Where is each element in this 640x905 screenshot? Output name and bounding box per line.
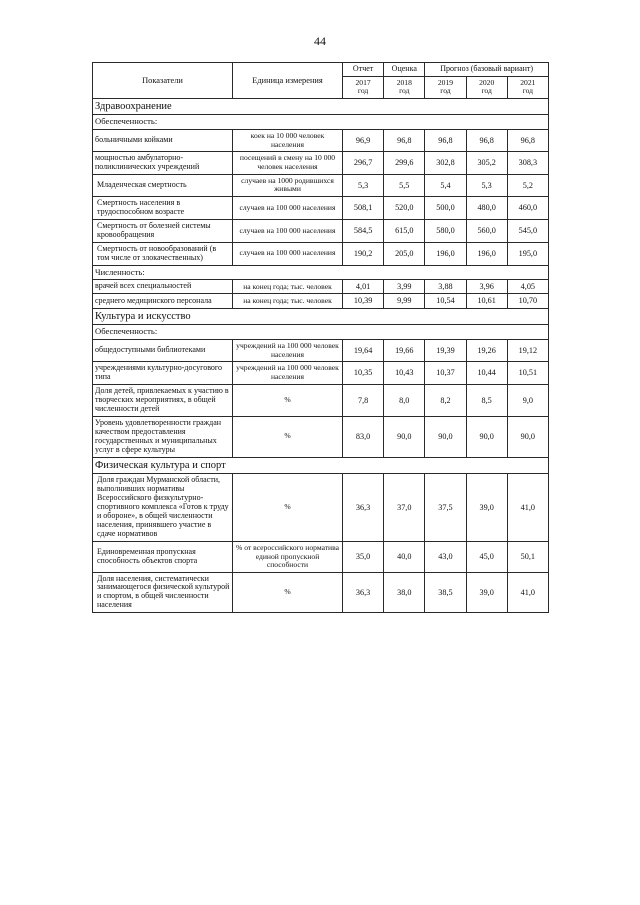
row-value: 3,88 (425, 280, 466, 294)
row-indicator: Единовременная пропускная способность объектов спорта (93, 542, 233, 573)
row-indicator: общедоступными библиотеками (93, 340, 233, 362)
subsection-header-row (93, 325, 549, 340)
row-value: 96,8 (384, 130, 425, 152)
row-value: 90,0 (425, 416, 466, 457)
row-value: 19,12 (507, 340, 548, 362)
row-indicator: больничными койками (93, 130, 233, 152)
header-forecast: Прогноз (базовый вариант) (425, 63, 549, 77)
row-value: 37,5 (425, 474, 466, 542)
row-value: 520,0 (384, 196, 425, 219)
row-unit: % (233, 384, 343, 416)
row-value: 10,35 (343, 362, 384, 385)
row-indicator: Смертность населения в трудоспособном возрасте (93, 196, 233, 219)
row-value: 5,2 (507, 174, 548, 196)
table-row (93, 474, 549, 542)
row-unit: случаев на 100 000 населения (233, 196, 343, 219)
header-year-2018 (384, 76, 425, 98)
row-value: 305,2 (466, 152, 507, 175)
header-estimate: Оценка (384, 63, 425, 77)
row-value: 296,7 (343, 152, 384, 175)
section-title: Физическая культура и спорт (93, 457, 549, 474)
header-year-2021 (507, 76, 548, 98)
row-value: 41,0 (507, 572, 548, 613)
row-value: 190,2 (343, 242, 384, 265)
row-value: 96,9 (343, 130, 384, 152)
row-value: 43,0 (425, 542, 466, 573)
row-value: 5,3 (343, 174, 384, 196)
row-value: 10,61 (466, 294, 507, 308)
row-value: 8,0 (384, 384, 425, 416)
row-value: 5,4 (425, 174, 466, 196)
header-report: Отчет (343, 63, 384, 77)
row-indicator: учреждениями культурно-досугового типа (93, 362, 233, 385)
row-value: 37,0 (384, 474, 425, 542)
row-value: 5,3 (466, 174, 507, 196)
row-value: 580,0 (425, 219, 466, 242)
row-value: 19,66 (384, 340, 425, 362)
row-value: 40,0 (384, 542, 425, 573)
row-value: 8,5 (466, 384, 507, 416)
section-title: Культура и искусство (93, 308, 549, 325)
table-row (93, 572, 549, 613)
table-row (93, 152, 549, 175)
row-indicator: среднего медицинского персонала (93, 294, 233, 308)
row-value: 35,0 (343, 542, 384, 573)
row-unit: учреждений на 100 000 человек населения (233, 340, 343, 362)
subsection-title: Обеспеченность: (93, 325, 549, 340)
row-value: 3,99 (384, 280, 425, 294)
row-unit: % от всероссийского норматива единой пропускной способности (233, 542, 343, 573)
year-suffix: год (399, 86, 410, 96)
row-value: 10,51 (507, 362, 548, 385)
row-value: 10,43 (384, 362, 425, 385)
header-unit: Единица измерения (233, 63, 343, 99)
row-value: 302,8 (425, 152, 466, 175)
table-row (93, 362, 549, 385)
row-value: 39,0 (466, 474, 507, 542)
row-indicator: Уровень удовлетворенности граждан качеством предоставления государственных и муниципальных услуг в сфере культуры (93, 416, 233, 457)
row-value: 5,5 (384, 174, 425, 196)
row-value: 205,0 (384, 242, 425, 265)
row-unit: учреждений на 100 000 человек населения (233, 362, 343, 385)
header-indicator: Показатели (93, 63, 233, 99)
row-unit: случаев на 100 000 населения (233, 219, 343, 242)
row-value: 4,01 (343, 280, 384, 294)
year-suffix: год (357, 86, 369, 96)
row-indicator: Доля детей, привлекаемых к участию в творческих мероприятиях, в общей численности детей (93, 384, 233, 416)
forecast-table (92, 62, 549, 613)
row-value: 584,5 (343, 219, 384, 242)
row-value: 96,8 (466, 130, 507, 152)
row-value: 36,3 (343, 572, 384, 613)
row-value: 3,96 (466, 280, 507, 294)
row-value: 8,2 (425, 384, 466, 416)
header-year-2017 (343, 76, 384, 98)
row-value: 545,0 (507, 219, 548, 242)
row-value: 50,1 (507, 542, 548, 573)
subsection-title: Обеспеченность: (93, 115, 549, 130)
header-year-2020 (466, 76, 507, 98)
row-indicator: врачей всех специальностей (93, 280, 233, 294)
row-value: 10,54 (425, 294, 466, 308)
year-value: 2021 (520, 77, 536, 87)
year-value: 2017 (355, 77, 371, 87)
row-value: 38,5 (425, 572, 466, 613)
row-value: 83,0 (343, 416, 384, 457)
row-value: 7,8 (343, 384, 384, 416)
row-value: 615,0 (384, 219, 425, 242)
row-indicator: Смертность от болезней системы кровообращения (93, 219, 233, 242)
row-value: 39,0 (466, 572, 507, 613)
row-value: 10,37 (425, 362, 466, 385)
row-value: 90,0 (507, 416, 548, 457)
table-row (93, 280, 549, 294)
row-value: 90,0 (384, 416, 425, 457)
subsection-header-row (93, 265, 549, 280)
row-unit: случаев на 100 000 населения (233, 242, 343, 265)
row-value: 508,1 (343, 196, 384, 219)
subsection-title: Численность: (93, 265, 549, 280)
row-value: 10,70 (507, 294, 548, 308)
row-value: 96,8 (425, 130, 466, 152)
year-suffix: год (440, 86, 451, 96)
row-unit: коек на 10 000 человек населения (233, 130, 343, 152)
table-row (93, 416, 549, 457)
row-value: 195,0 (507, 242, 548, 265)
row-value: 480,0 (466, 196, 507, 219)
row-value: 9,99 (384, 294, 425, 308)
header-year-2019 (425, 76, 466, 98)
row-value: 500,0 (425, 196, 466, 219)
forecast-table-container (92, 62, 548, 613)
row-value: 460,0 (507, 196, 548, 219)
row-value: 90,0 (466, 416, 507, 457)
row-unit: % (233, 572, 343, 613)
table-row (93, 294, 549, 308)
row-unit: % (233, 416, 343, 457)
row-value: 9,0 (507, 384, 548, 416)
row-value: 196,0 (425, 242, 466, 265)
row-indicator: мощностью амбулаторно-поликлинических учреждений (93, 152, 233, 175)
row-value: 299,6 (384, 152, 425, 175)
table-row (93, 340, 549, 362)
table-row (93, 242, 549, 265)
year-suffix: год (522, 86, 534, 96)
section-title: Здравоохранение (93, 98, 549, 115)
row-value: 38,0 (384, 572, 425, 613)
row-indicator: Младенческая смертность (93, 174, 233, 196)
table-row (93, 196, 549, 219)
section-header-row (93, 98, 549, 115)
row-unit: на конец года; тыс. человек (233, 280, 343, 294)
year-value: 2020 (479, 77, 495, 87)
row-value: 4,05 (507, 280, 548, 294)
row-value: 41,0 (507, 474, 548, 542)
page-number: 44 (314, 34, 326, 48)
row-value: 196,0 (466, 242, 507, 265)
row-value: 10,44 (466, 362, 507, 385)
table-header-row-groups (93, 63, 549, 77)
row-value: 19,26 (466, 340, 507, 362)
section-header-row (93, 308, 549, 325)
row-unit: % (233, 474, 343, 542)
table-row (93, 542, 549, 573)
row-value: 36,3 (343, 474, 384, 542)
year-suffix: год (481, 86, 492, 96)
table-row (93, 130, 549, 152)
year-value: 2018 (396, 77, 412, 87)
table-row (93, 219, 549, 242)
row-indicator: Доля граждан Мурманской области, выполнивших нормативы Всероссийского физкультурно-спортивного комплекса «Готов к труду и обороне», в общей численности населения, принявшего участие в сдаче нормативов (93, 474, 233, 542)
row-value: 308,3 (507, 152, 548, 175)
row-unit: на конец года; тыс. человек (233, 294, 343, 308)
section-header-row (93, 457, 549, 474)
row-value: 96,8 (507, 130, 548, 152)
table-row (93, 384, 549, 416)
row-value: 19,39 (425, 340, 466, 362)
row-value: 560,0 (466, 219, 507, 242)
row-value: 10,39 (343, 294, 384, 308)
table-header (93, 63, 549, 99)
table-body (93, 98, 549, 613)
row-value: 45,0 (466, 542, 507, 573)
row-indicator: Смертность от новообразований (в том числе от злокачественных) (93, 242, 233, 265)
year-value: 2019 (437, 77, 454, 87)
row-unit: посещений в смену на 10 000 человек населения (233, 152, 343, 175)
row-indicator: Доля населения, систематически занимающегося физической культурой и спортом, в общей численности населения (93, 572, 233, 613)
row-value: 19,64 (343, 340, 384, 362)
table-row (93, 174, 549, 196)
row-unit: случаев на 1000 родившихся живыми (233, 174, 343, 196)
subsection-header-row (93, 115, 549, 130)
